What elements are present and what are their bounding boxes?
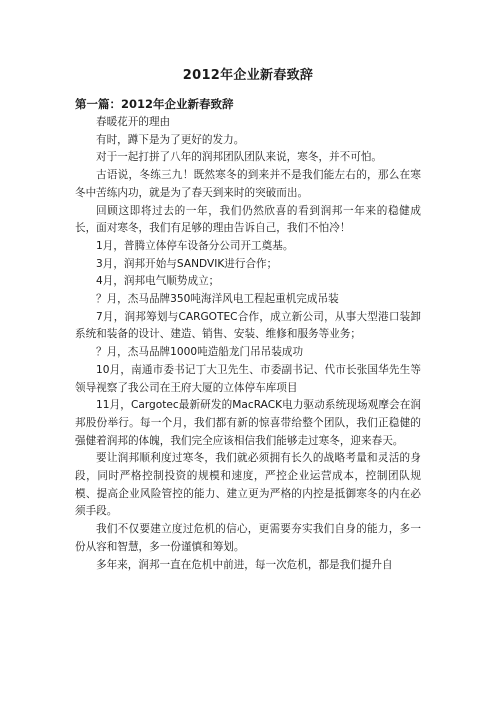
paragraph: 要让润邦顺利度过寒冬，我们就必须拥有长久的战略考量和灵活的身段，同时严格控制投资的规模和速度，严控企业运营成本，控制团队规模、提高企业风险管控的能力、建立更为严格的内控是抵御寒冬的内在必须手段。	[75, 452, 421, 518]
paragraph: 有时，蹲下是为了更好的发力。	[96, 133, 245, 146]
paragraph: ？月，杰马品牌350吨海洋风电工程起重机完成吊装	[96, 293, 339, 306]
document-body	[75, 114, 421, 574]
paragraph: 对于一起打拼了八年的润邦团队团队来说，寒冬，并不可怕。	[96, 151, 383, 164]
paragraph: 11月，Cargotec最新研发的MacRACK电力驱动系统现场观摩会在润邦股份举行。每一个月，我们都有新的惊喜带给整个团队，我们正稳健的强健着润邦的体魄，我们完全应该相信我们能够走过寒冬，迎来春天。	[75, 399, 421, 447]
section-title: 第一篇：2012年企业新春致辞	[75, 97, 234, 111]
paragraph: 古语说，冬练三九！既然寒冬的到来并不是我们能左右的，那么在寒冬中苦练内功，就是为了春天到来时的突破而出。	[75, 169, 421, 199]
document-title: 2012年企业新春致辞	[182, 68, 314, 83]
paragraph: 回顾这即将过去的一年，我们仍然欣喜的看到润邦一年来的稳健成长，面对寒冬，我们有足够的理由告诉自己，我们不怕冷！	[75, 204, 421, 235]
paragraph: 我们不仅要建立度过危机的信心，更需要夯实我们自身的能力，多一份从容和智慧，多一份谨慎和筹划。	[75, 523, 421, 553]
paragraph: 1月，普腾立体停车设备分公司开工奠基。	[96, 239, 294, 252]
paragraph: ？月，杰马品牌1000吨造船龙门吊吊装成功	[96, 346, 304, 359]
paragraph: 4月，润邦电气顺势成立；	[96, 275, 220, 288]
paragraph: 10月，南通市委书记丁大卫先生、市委副书记、代市长张国华先生等领导视察了我公司在王府大厦的立体停车库项目	[75, 363, 421, 394]
paragraph: 春暖花开的理由	[96, 116, 171, 128]
paragraph: 多年来，润邦一直在危机中前进，每一次危机，都是我们提升自	[96, 558, 393, 571]
paragraph: 3月，润邦开始与SANDVIK进行合作；	[96, 257, 278, 270]
paragraph: 7月，润邦筹划与CARGOTEC合作，成立新公司，从事大型港口装卸系统和装备的设计、建造、销售、安装、维修和服务等业务；	[75, 310, 421, 341]
